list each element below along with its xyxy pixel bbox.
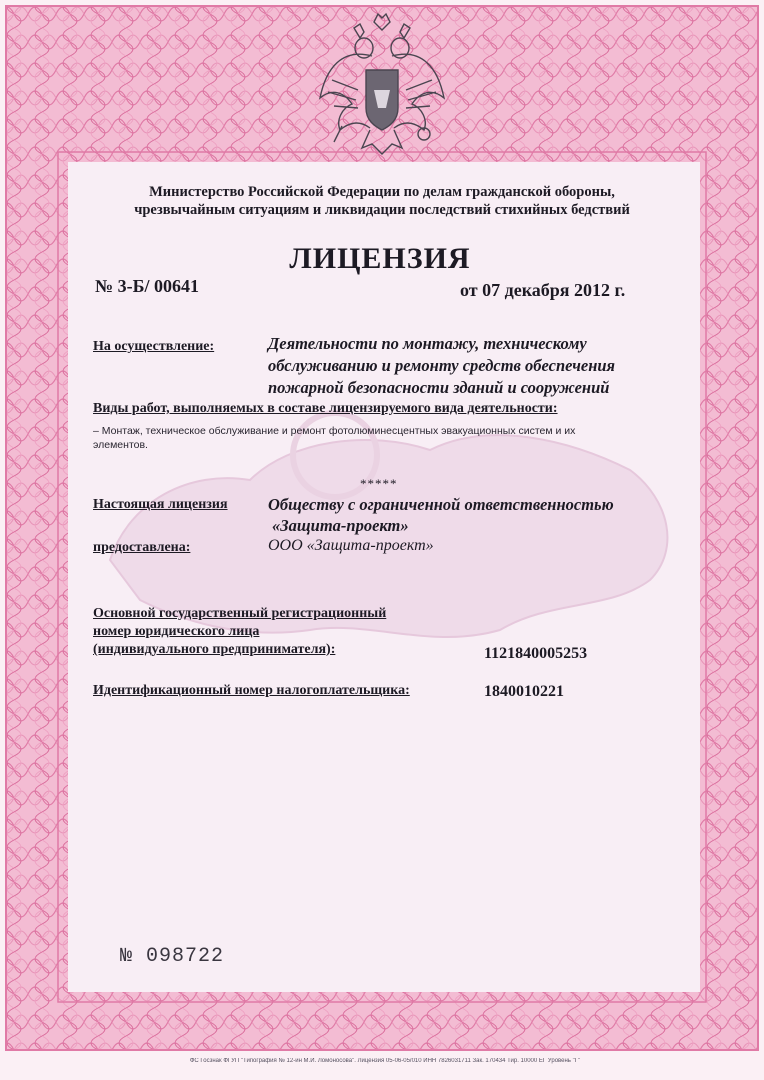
coat-of-arms-emblem xyxy=(312,8,452,160)
holder-label-2: предоставлена: xyxy=(93,540,191,555)
activity-line-3: пожарной безопасности зданий и сооружений xyxy=(268,378,610,397)
ministry-line-2: чрезвычайным ситуациям и ликвидации последствий стихийных бедствий xyxy=(134,202,630,218)
activity-line-2: обслуживанию и ремонту средств обеспечения xyxy=(268,356,616,375)
ogrn-label-1: Основной государственный регистрационный xyxy=(93,606,387,621)
blank-serial-number: № 098722 xyxy=(120,945,225,968)
license-number: № 3-Б/ 00641 xyxy=(95,276,199,296)
ogrn-label-2: номер юридического лица xyxy=(93,624,260,639)
holder-name-line-1: Обществу с ограниченной ответственностью xyxy=(268,495,614,514)
inn-value: 1840010221 xyxy=(484,683,564,700)
ministry-line-1: Министерство Российской Федерации по делам гражданской обороны, xyxy=(149,184,615,200)
inn-label: Идентификационный номер налогоплательщика: xyxy=(93,683,410,698)
holder-short-name: ООО «Защита-проект» xyxy=(268,537,434,554)
license-date: от 07 декабря 2012 г. xyxy=(460,280,626,300)
ogrn-label-3: (индивидуального предпринимателя): xyxy=(93,642,336,657)
holder-name-line-2: «Защита-проект» xyxy=(272,516,409,535)
separator-stars: ***** xyxy=(360,476,398,491)
works-label: Виды работ, выполняемых в составе лицензируемого вида деятельности: xyxy=(93,401,558,416)
works-item-line-1: – Монтаж, техническое обслуживание и ремонт фотолюминесцентных эвакуационных систем и их xyxy=(93,425,576,437)
holder-label-1: Настоящая лицензия xyxy=(93,497,228,512)
issuing-authority xyxy=(100,183,664,219)
activity-label: На осуществление: xyxy=(93,339,215,354)
works-item-line-2: элементов. xyxy=(93,439,148,451)
document-title: ЛИЦЕНЗИЯ xyxy=(289,242,471,275)
activity-line-1: Деятельности по монтажу, техническому xyxy=(268,334,587,353)
printer-imprint: ФС Госзнак ФГУП "Типография № 12-ин М.И. Ломоносова". Лицензия 05-06-05/010 ИНН 7826031711 Зак. 170434 Тир. 10000 ЕГ Уровень "Г" xyxy=(189,1058,581,1064)
ogrn-value: 1121840005253 xyxy=(484,645,588,662)
